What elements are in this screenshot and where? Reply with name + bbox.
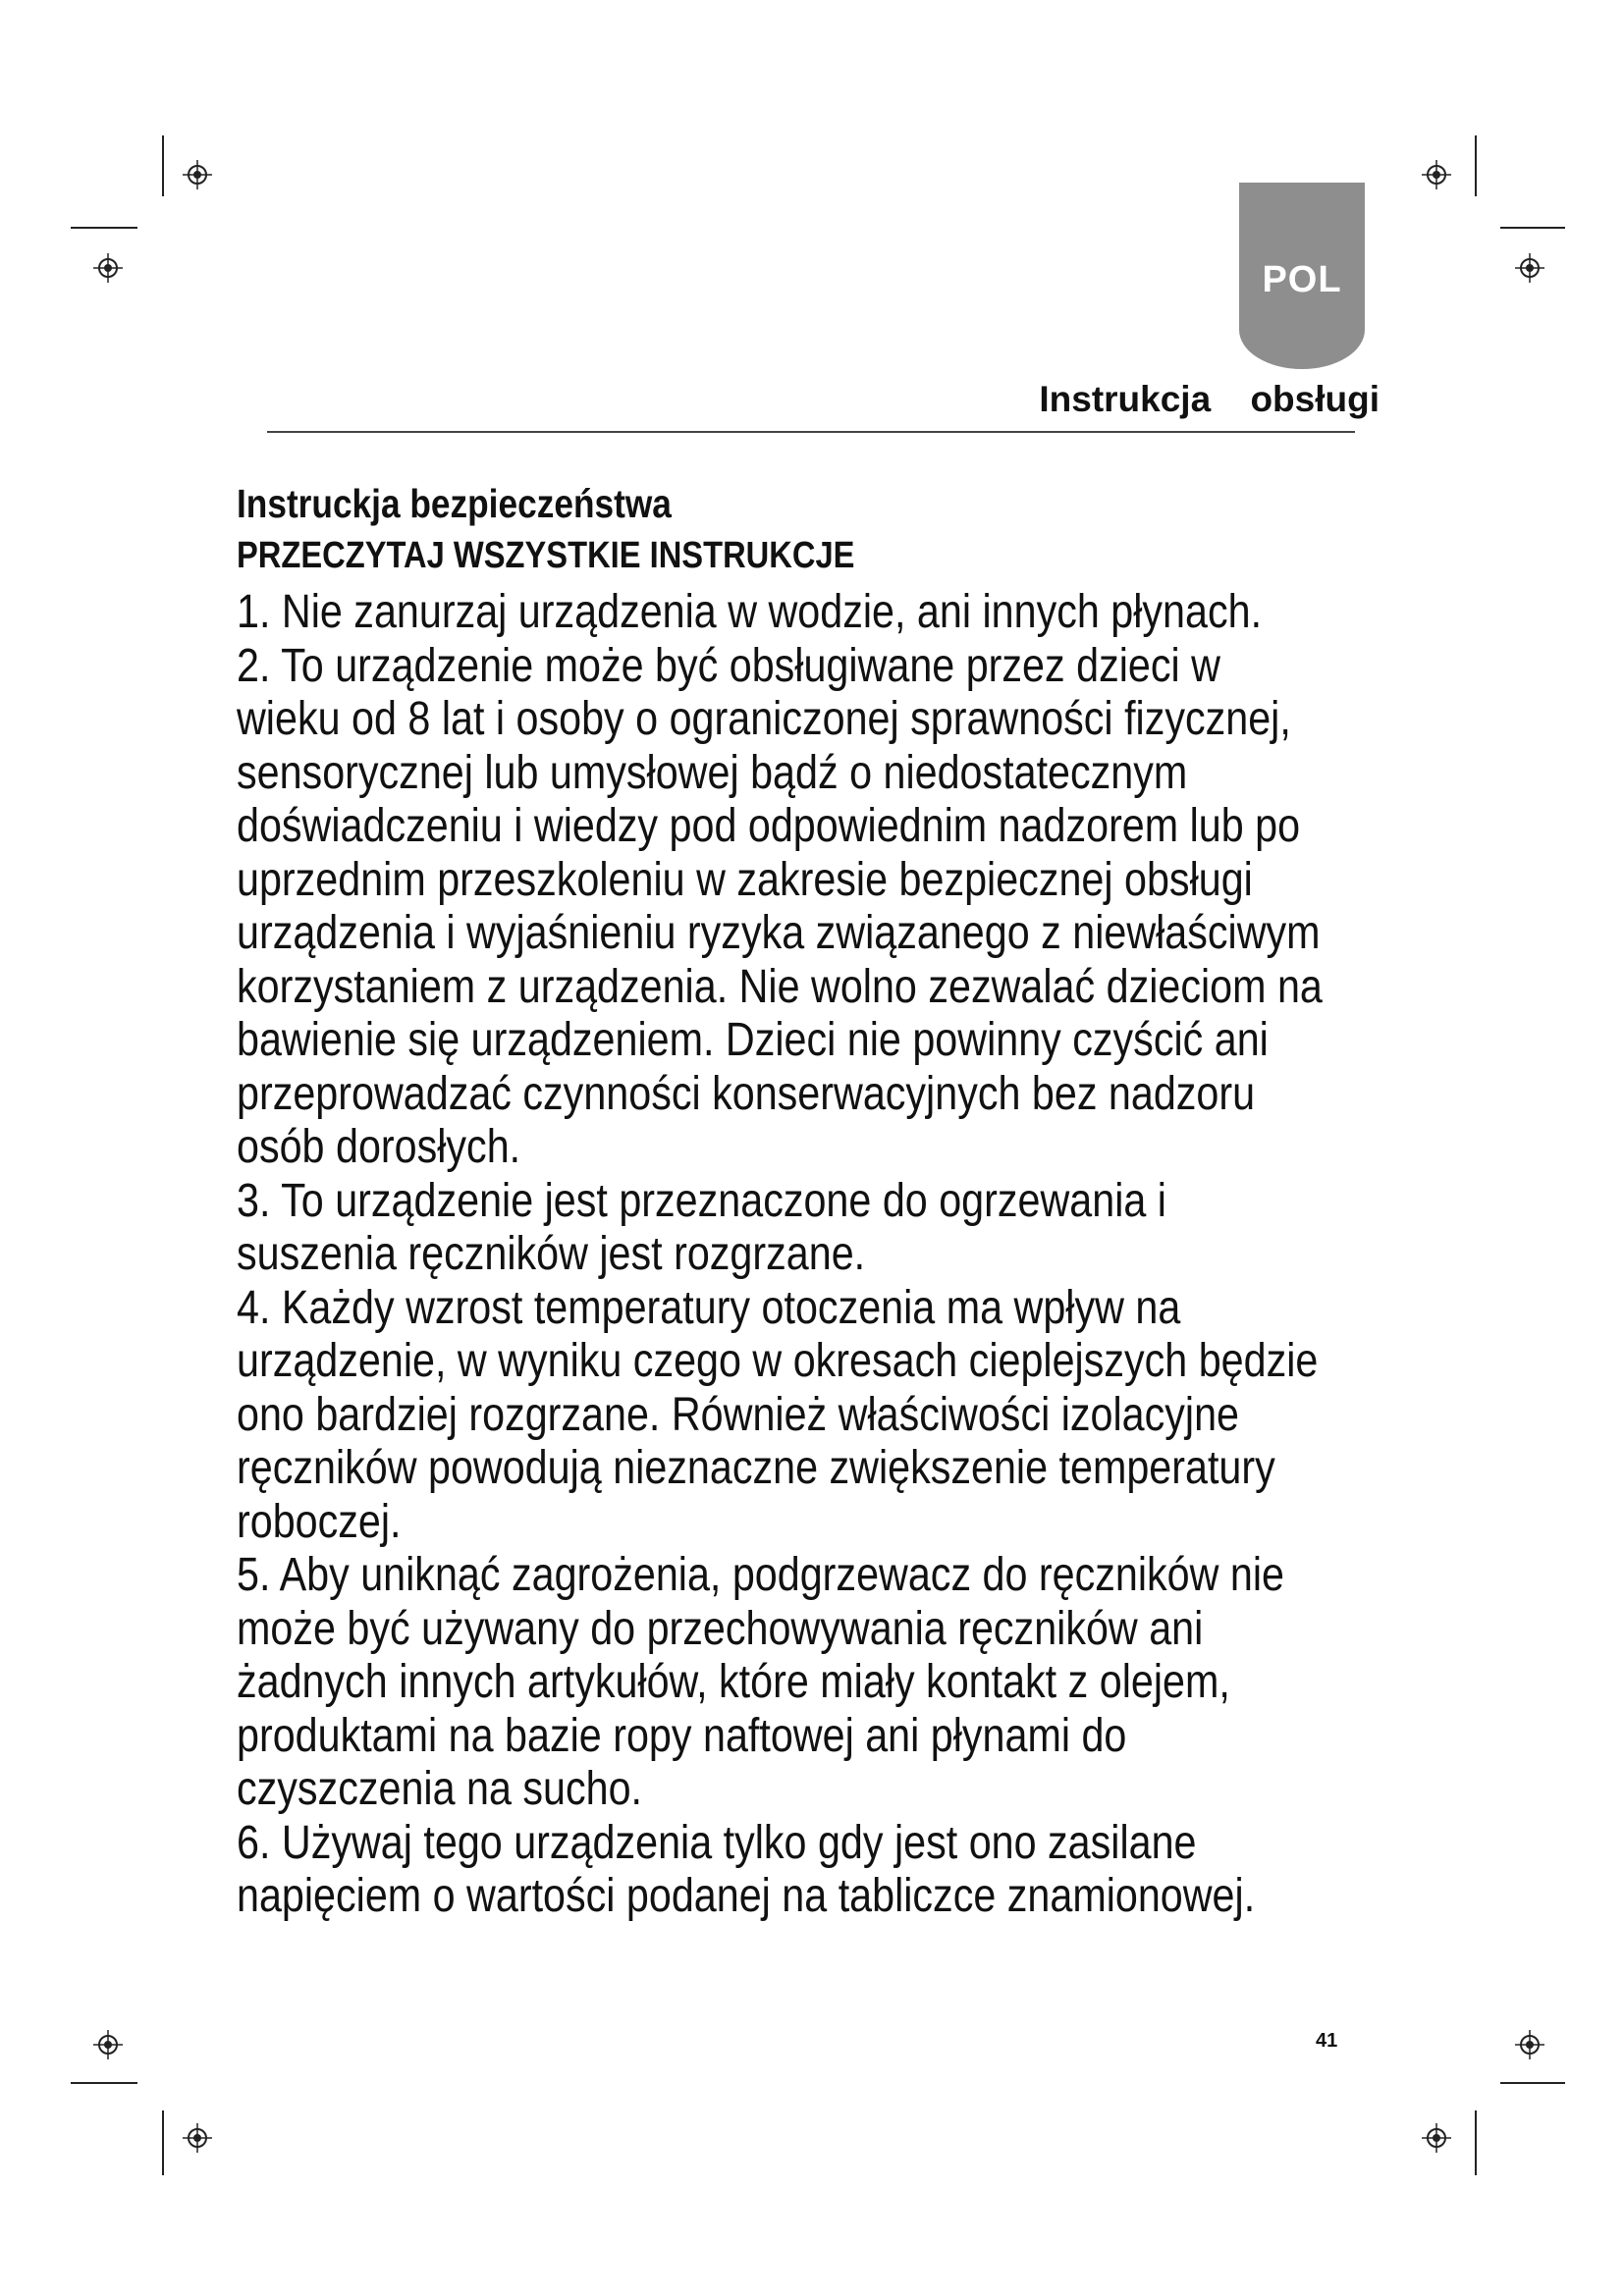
instruction-line: przeprowadzać czynności konserwacyjnych bez nadzoru <box>237 1067 1256 1120</box>
header-divider <box>267 431 1355 433</box>
crop-mark-line <box>71 2082 137 2084</box>
instruction-line: 4. Każdy wzrost temperatury otoczenia ma wpływ na <box>237 1281 1181 1334</box>
instruction-line: urządzenie, w wyniku czego w okresach cieplejszych będzie <box>237 1335 1319 1387</box>
instruction-line: doświadczeniu i wiedzy pod odpowiednim nadzorem lub po <box>237 800 1301 852</box>
instruction-line: suszenia ręczników jest rozgrzane. <box>237 1228 866 1280</box>
page-number: 41 <box>1316 2030 1338 2052</box>
instruction-line: sensorycznej lub umysłowej bądź o niedostatecznym <box>237 746 1188 799</box>
instruction-line: 1. Nie zanurzaj urządzenia w wodzie, ani innych płynach. <box>237 586 1263 638</box>
instruction-item-2 <box>237 639 1323 1175</box>
crop-mark-line <box>1500 2082 1565 2084</box>
section-heading: Instruckja bezpieczeństwa <box>237 481 672 526</box>
instruction-list <box>237 586 1323 1924</box>
crop-mark-line <box>1500 227 1565 229</box>
crop-mark-line <box>162 135 164 196</box>
language-tab-label: POL <box>1262 259 1342 300</box>
registration-mark-icon <box>1422 160 1451 189</box>
instruction-line: 2. To urządzenie może być obsługiwane przez dzieci w <box>237 639 1220 692</box>
registration-mark-icon <box>183 160 212 189</box>
instruction-line: wieku od 8 lat i osoby o ograniczonej sprawności fizycznej, <box>237 693 1291 745</box>
instruction-line: napięciem o wartości podanej na tabliczce znamionowej. <box>237 1870 1256 1922</box>
instruction-line: 3. To urządzenie jest przeznaczone do ogrzewania i <box>237 1174 1166 1227</box>
instruction-item-4 <box>237 1281 1319 1550</box>
instruction-line: osób dorosłych. <box>237 1121 521 1173</box>
registration-mark-icon <box>93 253 123 283</box>
language-tab <box>1239 183 1365 369</box>
crop-mark-line <box>1475 135 1477 196</box>
registration-mark-icon <box>1515 253 1544 283</box>
instruction-line: żadnych innych artykułów, które miały kontakt z olejem, <box>237 1656 1230 1708</box>
instruction-item-3 <box>237 1175 1267 1282</box>
instruction-line: uprzednim przeszkoleniu w zakresie bezpiecznej obsługi <box>237 853 1253 906</box>
registration-mark-icon <box>1515 2030 1544 2059</box>
registration-mark-icon <box>1422 2123 1451 2153</box>
manual-title: Instrukcja obsługi <box>1039 379 1380 419</box>
registration-mark-icon <box>183 2123 212 2153</box>
registration-mark-icon <box>93 2030 123 2059</box>
instruction-line: 5. Aby uniknąć zagrożenia, podgrzewacz do ręczników nie <box>237 1549 1285 1601</box>
instruction-item-1 <box>237 586 1267 640</box>
instruction-line: roboczej. <box>237 1495 402 1548</box>
instruction-line: ono bardziej rozgrzane. Również właściwości izolacyjne <box>237 1388 1239 1441</box>
instruction-item-5 <box>237 1549 1285 1817</box>
instruction-line: 6. Używaj tego urządzenia tylko gdy jest ono zasilane <box>237 1816 1197 1869</box>
instruction-line: produktami na bazie ropy naftowej ani płynami do <box>237 1709 1127 1762</box>
crop-mark-line <box>71 227 137 229</box>
instruction-line: bawienie się urządzeniem. Dzieci nie powinny czyścić ani <box>237 1014 1269 1066</box>
instruction-line: urządzenia i wyjaśnieniu ryzyka związanego z niewłaściwym <box>237 907 1321 959</box>
instruction-line: ręczników powodują nieznaczne zwiększenie temperatury <box>237 1442 1275 1494</box>
instruction-line: czyszczenia na sucho. <box>237 1763 643 1815</box>
section-subheading: PRZECZYTAJ WSZYSTKIE INSTRUKCJE <box>237 535 855 576</box>
instruction-line: może być używany do przechowywania ręczników ani <box>237 1602 1204 1655</box>
crop-mark-line <box>1475 2110 1477 2175</box>
crop-mark-line <box>162 2110 164 2175</box>
instruction-line: korzystaniem z urządzenia. Nie wolno zezwalać dzieciom na <box>237 960 1323 1013</box>
instruction-item-6 <box>237 1817 1267 1924</box>
